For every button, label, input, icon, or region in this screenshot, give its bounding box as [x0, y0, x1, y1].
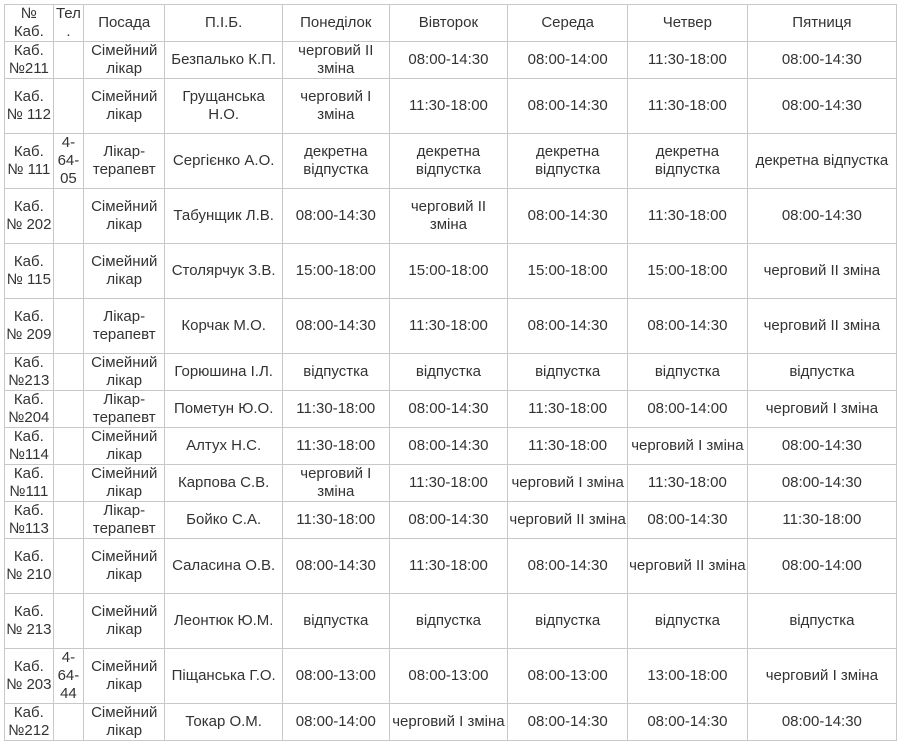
cell-phone: [53, 465, 83, 502]
cell-name: Алтух Н.С.: [165, 428, 283, 465]
cell-phone: [53, 244, 83, 299]
cell-phone: [53, 354, 83, 391]
cell-thursday: 08:00-14:30: [628, 502, 748, 539]
cell-monday: 08:00-14:30: [283, 189, 390, 244]
cell-phone: 4-64-05: [53, 134, 83, 189]
cell-friday: черговий І зміна: [747, 391, 896, 428]
cell-position: Лікар-терапевт: [84, 134, 165, 189]
table-row: [5, 594, 897, 649]
cell-name: Бойко С.А.: [165, 502, 283, 539]
doctors-schedule-table: [4, 4, 897, 741]
table-row: [5, 79, 897, 134]
cell-wednesday: черговий І зміна: [508, 465, 628, 502]
cell-thursday: відпустка: [628, 354, 748, 391]
header-monday: Понеділок: [283, 5, 390, 42]
header-tuesday: Вівторок: [389, 5, 508, 42]
cell-wednesday: 08:00-14:30: [508, 704, 628, 741]
cell-wednesday: 11:30-18:00: [508, 428, 628, 465]
cell-thursday: черговий І зміна: [628, 428, 748, 465]
cell-tuesday: 08:00-14:30: [389, 391, 508, 428]
cell-thursday: декретна відпустка: [628, 134, 748, 189]
cell-thursday: 08:00-14:00: [628, 391, 748, 428]
cell-room: Каб. № 202: [5, 189, 54, 244]
cell-monday: 08:00-14:00: [283, 704, 390, 741]
cell-name: Табунщик Л.В.: [165, 189, 283, 244]
cell-friday: черговий І зміна: [747, 649, 896, 704]
cell-position: Сімейний лікар: [84, 244, 165, 299]
cell-thursday: 13:00-18:00: [628, 649, 748, 704]
cell-monday: 08:00-13:00: [283, 649, 390, 704]
cell-tuesday: 08:00-14:30: [389, 42, 508, 79]
cell-wednesday: черговий ІІ зміна: [508, 502, 628, 539]
cell-name: Піщанська Г.О.: [165, 649, 283, 704]
cell-wednesday: декретна відпустка: [508, 134, 628, 189]
cell-room: Каб. № 210: [5, 539, 54, 594]
cell-position: Лікар-терапевт: [84, 391, 165, 428]
cell-room: Каб. №213: [5, 354, 54, 391]
cell-thursday: 11:30-18:00: [628, 42, 748, 79]
cell-phone: [53, 594, 83, 649]
cell-room: Каб. №114: [5, 428, 54, 465]
cell-tuesday: 08:00-14:30: [389, 502, 508, 539]
cell-thursday: черговий ІІ зміна: [628, 539, 748, 594]
cell-phone: [53, 502, 83, 539]
cell-room: Каб. № 115: [5, 244, 54, 299]
cell-room: Каб. № 209: [5, 299, 54, 354]
cell-wednesday: 08:00-14:30: [508, 299, 628, 354]
table-row: [5, 189, 897, 244]
cell-position: Сімейний лікар: [84, 79, 165, 134]
cell-thursday: відпустка: [628, 594, 748, 649]
cell-wednesday: 08:00-14:30: [508, 79, 628, 134]
cell-room: Каб. № 112: [5, 79, 54, 134]
cell-thursday: 11:30-18:00: [628, 79, 748, 134]
cell-wednesday: 08:00-14:30: [508, 189, 628, 244]
cell-position: Сімейний лікар: [84, 704, 165, 741]
table-row: [5, 539, 897, 594]
cell-friday: 08:00-14:00: [747, 539, 896, 594]
cell-tuesday: 11:30-18:00: [389, 79, 508, 134]
table-row: [5, 465, 897, 502]
cell-thursday: 08:00-14:30: [628, 299, 748, 354]
cell-friday: 08:00-14:30: [747, 465, 896, 502]
cell-name: Карпова С.В.: [165, 465, 283, 502]
table-row: [5, 428, 897, 465]
cell-room: Каб. №111: [5, 465, 54, 502]
cell-tuesday: відпустка: [389, 354, 508, 391]
cell-monday: відпустка: [283, 594, 390, 649]
table-header-row: [5, 5, 897, 42]
table-row: [5, 42, 897, 79]
cell-position: Сімейний лікар: [84, 42, 165, 79]
cell-thursday: 11:30-18:00: [628, 189, 748, 244]
cell-phone: [53, 539, 83, 594]
cell-phone: [53, 189, 83, 244]
cell-phone: [53, 428, 83, 465]
cell-wednesday: 15:00-18:00: [508, 244, 628, 299]
cell-position: Сімейний лікар: [84, 428, 165, 465]
cell-position: Сімейний лікар: [84, 465, 165, 502]
cell-room: Каб. № 203: [5, 649, 54, 704]
cell-thursday: 11:30-18:00: [628, 465, 748, 502]
cell-name: Саласина О.В.: [165, 539, 283, 594]
cell-wednesday: 08:00-14:30: [508, 539, 628, 594]
cell-position: Сімейний лікар: [84, 539, 165, 594]
cell-room: Каб. №211: [5, 42, 54, 79]
table-row: [5, 244, 897, 299]
cell-monday: 08:00-14:30: [283, 299, 390, 354]
cell-friday: черговий ІІ зміна: [747, 299, 896, 354]
cell-monday: декретна відпустка: [283, 134, 390, 189]
cell-monday: черговий І зміна: [283, 79, 390, 134]
cell-name: Столярчук З.В.: [165, 244, 283, 299]
cell-phone: [53, 79, 83, 134]
cell-position: Лікар-терапевт: [84, 299, 165, 354]
cell-phone: [53, 704, 83, 741]
cell-friday: 08:00-14:30: [747, 42, 896, 79]
cell-name: Безпалько К.П.: [165, 42, 283, 79]
cell-friday: черговий ІІ зміна: [747, 244, 896, 299]
cell-tuesday: 15:00-18:00: [389, 244, 508, 299]
cell-room: Каб. № 213: [5, 594, 54, 649]
cell-monday: відпустка: [283, 354, 390, 391]
cell-tuesday: 11:30-18:00: [389, 465, 508, 502]
cell-name: Горюшина І.Л.: [165, 354, 283, 391]
cell-wednesday: 08:00-13:00: [508, 649, 628, 704]
cell-wednesday: відпустка: [508, 594, 628, 649]
cell-friday: 08:00-14:30: [747, 704, 896, 741]
cell-name: Токар О.М.: [165, 704, 283, 741]
header-name: П.І.Б.: [165, 5, 283, 42]
cell-phone: [53, 299, 83, 354]
cell-wednesday: відпустка: [508, 354, 628, 391]
cell-monday: 11:30-18:00: [283, 428, 390, 465]
cell-friday: відпустка: [747, 354, 896, 391]
header-wednesday: Середа: [508, 5, 628, 42]
cell-friday: відпустка: [747, 594, 896, 649]
cell-name: Грущанська Н.О.: [165, 79, 283, 134]
cell-room: Каб. №204: [5, 391, 54, 428]
cell-monday: 11:30-18:00: [283, 502, 390, 539]
cell-tuesday: 08:00-13:00: [389, 649, 508, 704]
cell-phone: [53, 391, 83, 428]
cell-name: Корчак М.О.: [165, 299, 283, 354]
cell-position: Сімейний лікар: [84, 354, 165, 391]
cell-tuesday: декретна відпустка: [389, 134, 508, 189]
cell-thursday: 15:00-18:00: [628, 244, 748, 299]
cell-friday: 08:00-14:30: [747, 428, 896, 465]
cell-phone: 4-64-44: [53, 649, 83, 704]
cell-friday: 08:00-14:30: [747, 79, 896, 134]
cell-position: Сімейний лікар: [84, 189, 165, 244]
cell-room: Каб. № 111: [5, 134, 54, 189]
cell-wednesday: 08:00-14:00: [508, 42, 628, 79]
table-row: [5, 354, 897, 391]
cell-room: Каб. №113: [5, 502, 54, 539]
cell-friday: декретна відпустка: [747, 134, 896, 189]
cell-tuesday: 08:00-14:30: [389, 428, 508, 465]
cell-tuesday: 11:30-18:00: [389, 539, 508, 594]
cell-phone: [53, 42, 83, 79]
table-row: [5, 649, 897, 704]
cell-monday: черговий ІІ зміна: [283, 42, 390, 79]
cell-room: Каб. №212: [5, 704, 54, 741]
table-row: [5, 391, 897, 428]
cell-friday: 11:30-18:00: [747, 502, 896, 539]
cell-monday: черговий І зміна: [283, 465, 390, 502]
header-phone: Тел.: [53, 5, 83, 42]
cell-position: Лікар-терапевт: [84, 502, 165, 539]
header-room: № Каб.: [5, 5, 54, 42]
cell-friday: 08:00-14:30: [747, 189, 896, 244]
table-row: [5, 704, 897, 741]
cell-name: Сергієнко А.О.: [165, 134, 283, 189]
cell-name: Леонтюк Ю.М.: [165, 594, 283, 649]
table-row: [5, 134, 897, 189]
table-row: [5, 502, 897, 539]
cell-tuesday: 11:30-18:00: [389, 299, 508, 354]
cell-wednesday: 11:30-18:00: [508, 391, 628, 428]
cell-name: Пометун Ю.О.: [165, 391, 283, 428]
cell-monday: 08:00-14:30: [283, 539, 390, 594]
cell-monday: 15:00-18:00: [283, 244, 390, 299]
cell-thursday: 08:00-14:30: [628, 704, 748, 741]
header-position: Посада: [84, 5, 165, 42]
cell-tuesday: черговий ІІ зміна: [389, 189, 508, 244]
cell-position: Сімейний лікар: [84, 649, 165, 704]
cell-tuesday: відпустка: [389, 594, 508, 649]
cell-position: Сімейний лікар: [84, 594, 165, 649]
header-friday: Пятниця: [747, 5, 896, 42]
table-row: [5, 299, 897, 354]
header-thursday: Четвер: [628, 5, 748, 42]
cell-monday: 11:30-18:00: [283, 391, 390, 428]
cell-tuesday: черговий І зміна: [389, 704, 508, 741]
